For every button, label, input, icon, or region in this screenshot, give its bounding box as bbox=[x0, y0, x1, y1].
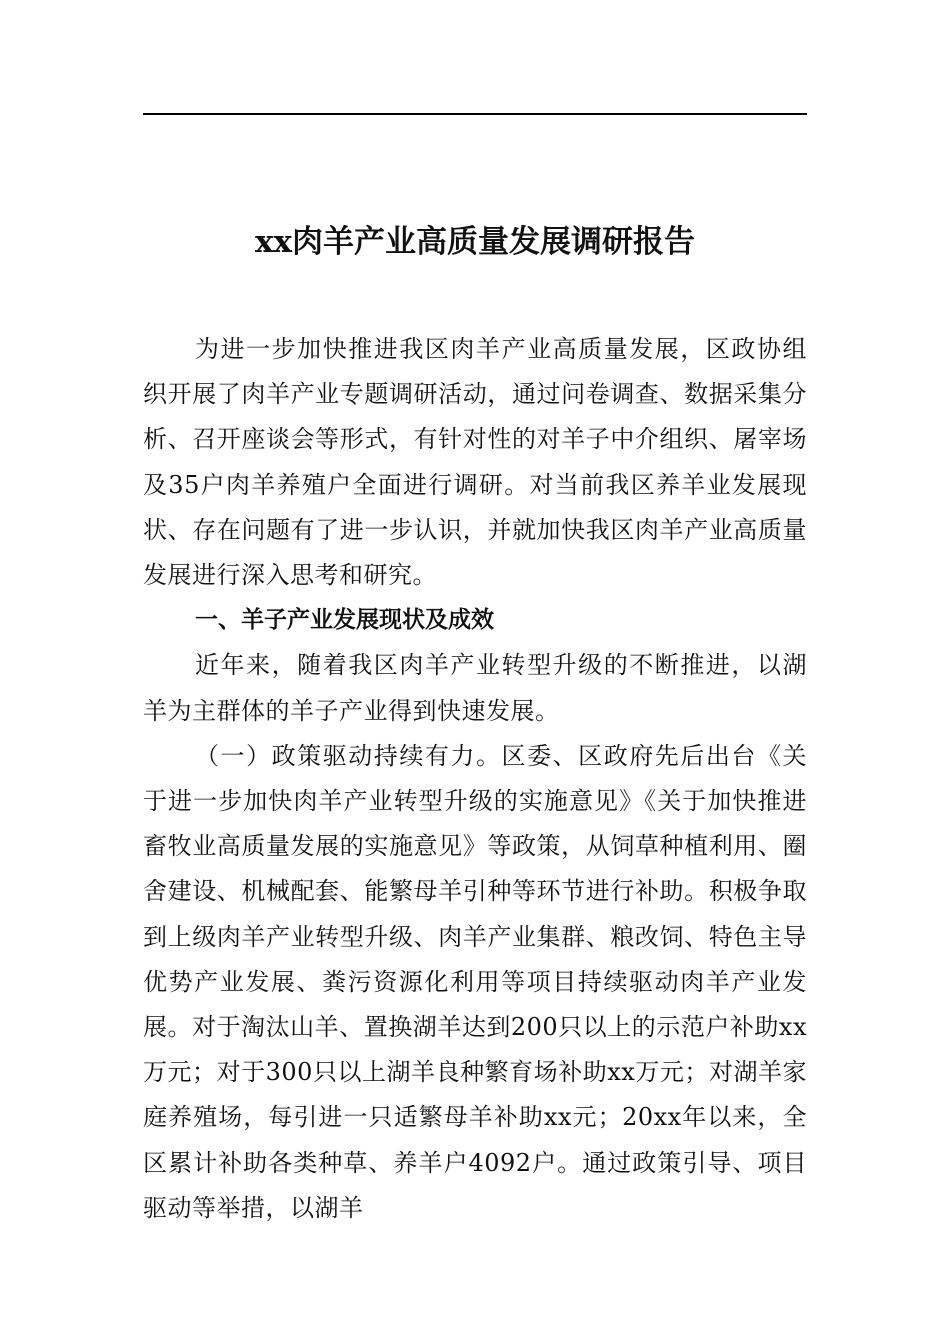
section-intro-paragraph: 近年来，随着我区肉羊产业转型升级的不断推进，以湖羊为主群体的羊子产业得到快速发展。 bbox=[143, 651, 807, 725]
intro-paragraph: 为进一步加快推进我区肉羊产业高质量发展，区政协组织开展了肉羊产业专题调研活动，通过问卷调查、数据采集分析、召开座谈会等形式，有针对性的对羊子中介组织、屠宰场及35户肉羊养殖户全面进行调研。对当前我区养羊业发展现状、存在问题有了进一步认识，并就加快我区肉羊产业高质量发展进行深入思考和研究。 bbox=[143, 335, 807, 590]
header-rule bbox=[143, 113, 807, 115]
page-title: xx肉羊产业高质量发展调研报告 bbox=[255, 223, 695, 260]
document-body bbox=[143, 327, 807, 1231]
section-heading: 一、羊子产业发展现状及成效 bbox=[195, 607, 494, 634]
subsection-paragraph: （一）政策驱动持续有力。区委、区政府先后出台《关于进一步加快肉羊产业转型升级的实施意见》《关于加快推进畜牧业高质量发展的实施意见》等政策，从饲草种植利用、圈舍建设、机械配套、能繁母羊引种等环节进行补助。积极争取到上级肉羊产业转型升级、肉羊产业集群、粮改饲、特色主导优势产业发展、粪污资源化利用等项目持续驱动肉羊产业发展。对于淘汰山羊、置换湖羊达到200只以上的示范户补助xx万元；对于300只以上湖羊良种繁育场补助xx万元；对湖羊家庭养殖场，每引进一只适繁母羊补助xx元；20xx年以来，全区累计补助各类种草、养羊户4092户。通过政策引导、项目驱动等举措，以湖羊 bbox=[143, 741, 807, 1222]
